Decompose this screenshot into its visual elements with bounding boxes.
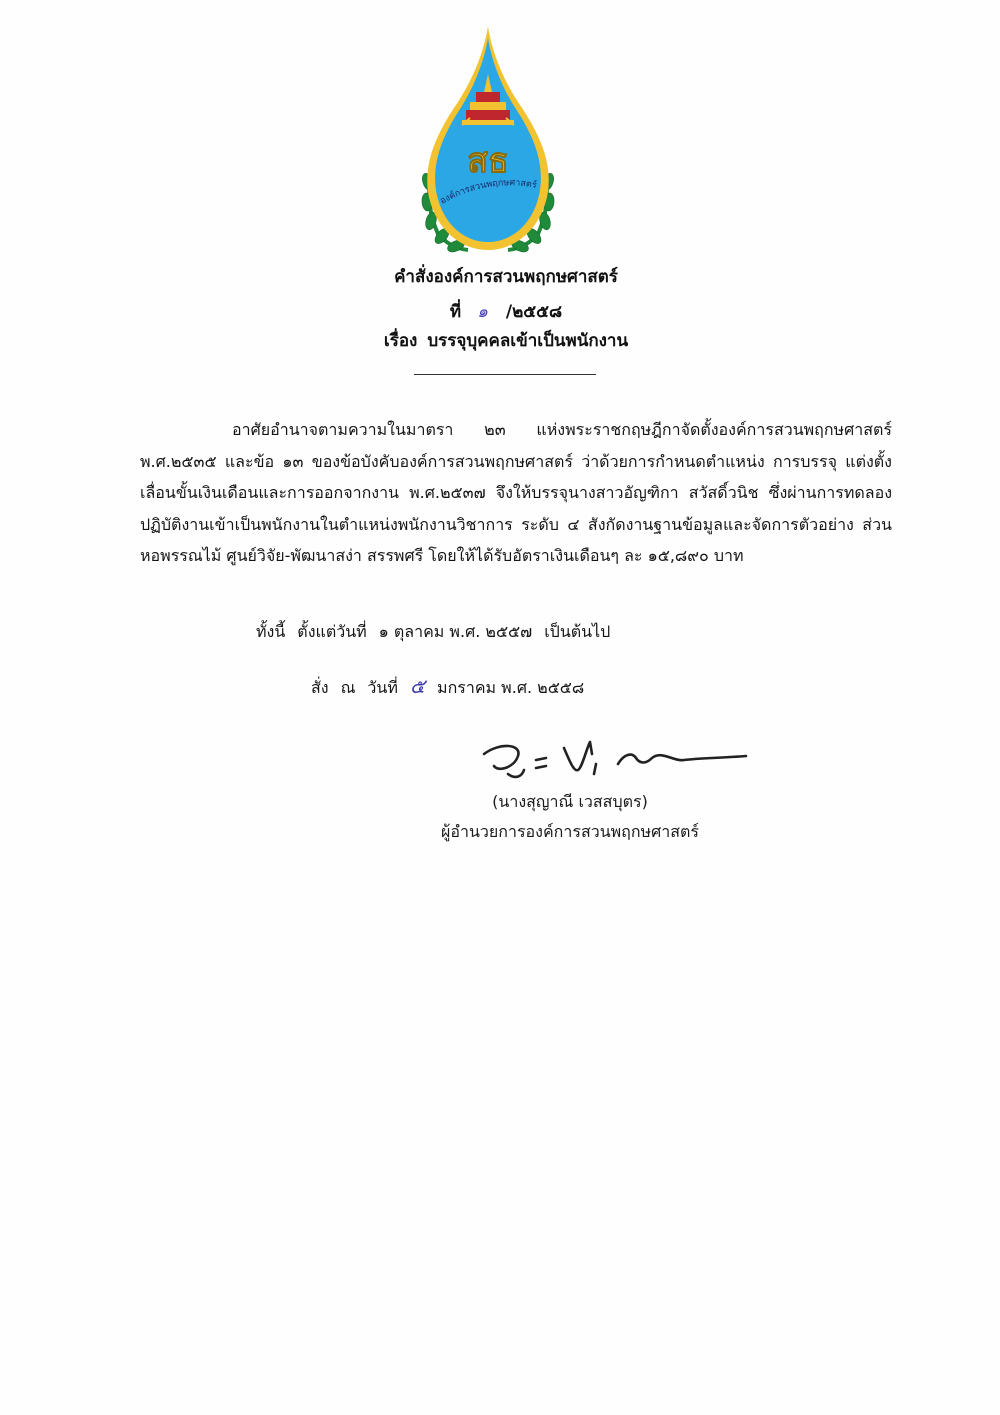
order-title: คำสั่งองค์การสวนพฤกษศาสตร์ [394,267,618,287]
order-body-paragraph: อาศัยอำนาจตามความในมาตรา ๒๓ แห่งพระราชกฤษฎีกาจัดตั้งองค์การสวนพฤกษศาสตร์ พ.ศ.๒๕๓๕ และข้อ ๑๓ ของข้อบังคับองค์การสวนพฤกษศาสตร์ ว่าด้วยการกำหนดตำแหน่ง การบรรจุ แต่งตั้ง เลื่อนขั้นเงินเดือนและการออกจากงาน พ.ศ.๒๕๓๗ จึงให้บรรจุนางสาวอัญฑิกา สวัสดิ์วนิช ซึ่งผ่านการทดลองปฏิบัติงานเข้าเป็นพนักงานในตำแหน่งพนักงานวิชาการ ระดับ ๔ สังกัดงานฐานข้อมูลและจัดการตัวอย่าง ส่วนหอพรรณไม้ ศูนย์วิจัย-พัฒนาสง่า สรรพศรี โดยให้ได้รับอัตราเงินเดือนๆ ละ ๑๕,๘๙๐ บาท [140,420,892,565]
signed-prefix: สั่ง [311,678,329,697]
header-divider [414,374,596,375]
logo-monogram: สธ [467,141,509,181]
handwritten-signature [478,728,750,790]
order-body [140,414,892,572]
effective-date-line [256,620,622,645]
signer-name: (นางสุญาณี เวสสบุตร) [492,792,648,811]
effective-suffix: เป็นต้นไป [544,622,611,641]
signed-day-label: วันที่ [367,678,398,697]
signed-at: ณ [340,678,356,697]
order-subject [6,327,1000,354]
botanical-garden-organization-logo [418,22,558,254]
effective-date: ๑ ตุลาคม พ.ศ. ๒๕๕๗ [378,622,533,641]
order-number [6,298,1000,325]
order-number-year: /๒๕๕๘ [505,302,563,322]
effective-prefix: ทั้งนี้ [256,622,286,641]
order-number-label: ที่ [449,302,462,322]
logo-ribbon-text: องค์การสวนพฤกษศาสตร์ [438,178,538,207]
order-number-value: ๑ [477,302,488,322]
effective-since-label: ตั้งแต่วันที่ [297,622,367,641]
subject-label: เรื่อง [383,331,418,351]
signer-position: ผู้อำนวยการองค์การสวนพฤกษศาสตร์ [441,822,699,841]
signed-date-line [311,670,596,702]
signed-day: ๕ [409,674,426,698]
subject-text: บรรจุบุคคลเข้าเป็นพนักงาน [427,331,629,351]
signed-month-year: มกราคม พ.ศ. ๒๕๕๘ [437,678,585,697]
